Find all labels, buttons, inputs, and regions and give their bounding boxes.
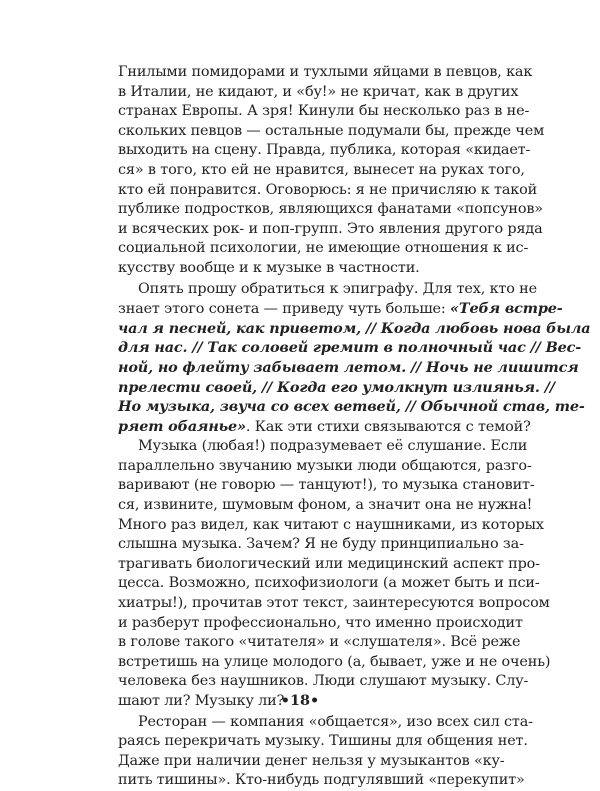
paragraph-3 [118,437,551,711]
text-line: человека без наушников. Люди слушают музыку. Слу- [118,673,529,690]
text-line: хиатры!), прочитав этот текст, заинтересуются вопросом [118,595,550,612]
text-line: выходить на сцену. Правда, публика, которая «кидает- [118,142,531,159]
text-line: для нас. // Так соловей гремит в полночный час // Вес- [118,339,582,357]
text-line: прелести своей, // Когда его умолкнут излиянья. // [118,378,555,396]
text-line: знает этого сонета — приведу чуть больше: «Тебя встре- [118,300,563,318]
text-line: ной, но флейту забывает летом. // Ночь не лишится [118,358,579,376]
paragraph-2 [118,280,591,437]
text-line: цесса. Возможно, психофизиологи (а может быть и пси- [118,575,540,592]
page-number: •18• [280,692,320,709]
text-line: в Италии, не кидают, и «бу!» не кричат, как в других [118,83,519,100]
text-line: слышна музыка. Зачем? Я не буду принципиально за- [118,536,524,553]
text-line: Даже при наличии денег нельзя у музыкантов «ку- [118,752,505,769]
text-line: кусству вообще и к музыке в частности. [118,259,420,276]
text-line: Гнилыми помидорами и тухлыми яйцами в певцов, как [118,64,533,80]
text-line: Много раз видел, как читают с наушниками, из которых [118,516,544,533]
text-line: ся» в того, кто ей не нравится, вынесет на руках того, [118,161,525,178]
page-body [118,63,591,791]
text-line: встретишь на улице молодого (а, бывает, уже и не очень) [118,653,551,670]
text-line: шают ли? Музыку ли? [118,693,285,709]
text-line: Опять прошу обратиться к эпиграфу. Для тех, кто не [138,280,537,297]
text-line: варивают (не говорю — танцуют!), то музыка становит- [118,477,535,494]
text-line: публике подростков, являющихся фанатами «попсунов» [118,201,543,218]
text-line: трагивать биологический или медицинский аспект про- [118,555,540,572]
text-line: Но музыка, звуча со всех ветвей, // Обычной став, те- [118,398,585,416]
text-line: чал я песней, как приветом, // Когда любовь нова была [118,319,591,337]
text-line: и всяческих рок- и поп-групп. Это явления другого ряда [118,220,543,237]
text-line: ся, извините, шумовым фоном, а значит она не нужна! [118,497,533,514]
text-line: и разберут профессионально, что именно происходит [118,614,523,631]
paragraph-1 [118,63,545,279]
text-line: пить тишины». Кто-нибудь подгулявший «перекупит» [118,772,525,789]
paragraph-4 [118,713,533,791]
text-line: странах Европы. А зря! Кинули бы несколько раз в не- [118,103,530,120]
text-line: Ресторан — компания «общается», изо всех сил ста- [138,713,533,730]
text-line: в голове такого «читателя» и «слушателя». Всё реже [118,634,521,651]
text-line: раясь перекричать музыку. Тишины для общения нет. [118,733,528,750]
text-line: ряет обаянье». Как эти стихи связываются с темой? [118,417,531,435]
text-line: кто ей понравится. Оговорюсь: я не причисляю к такой [118,181,538,198]
text-line: скольких певцов — остальные подумали бы, прежде чем [118,122,545,139]
text-line: параллельно звучанию музыки люди общаются, разго- [118,457,532,474]
text-line: Музыка (любая!) подразумевает её слушание. Если [138,438,528,455]
text-line: социальной психологии, не имеющие отношения к ис- [118,240,529,257]
